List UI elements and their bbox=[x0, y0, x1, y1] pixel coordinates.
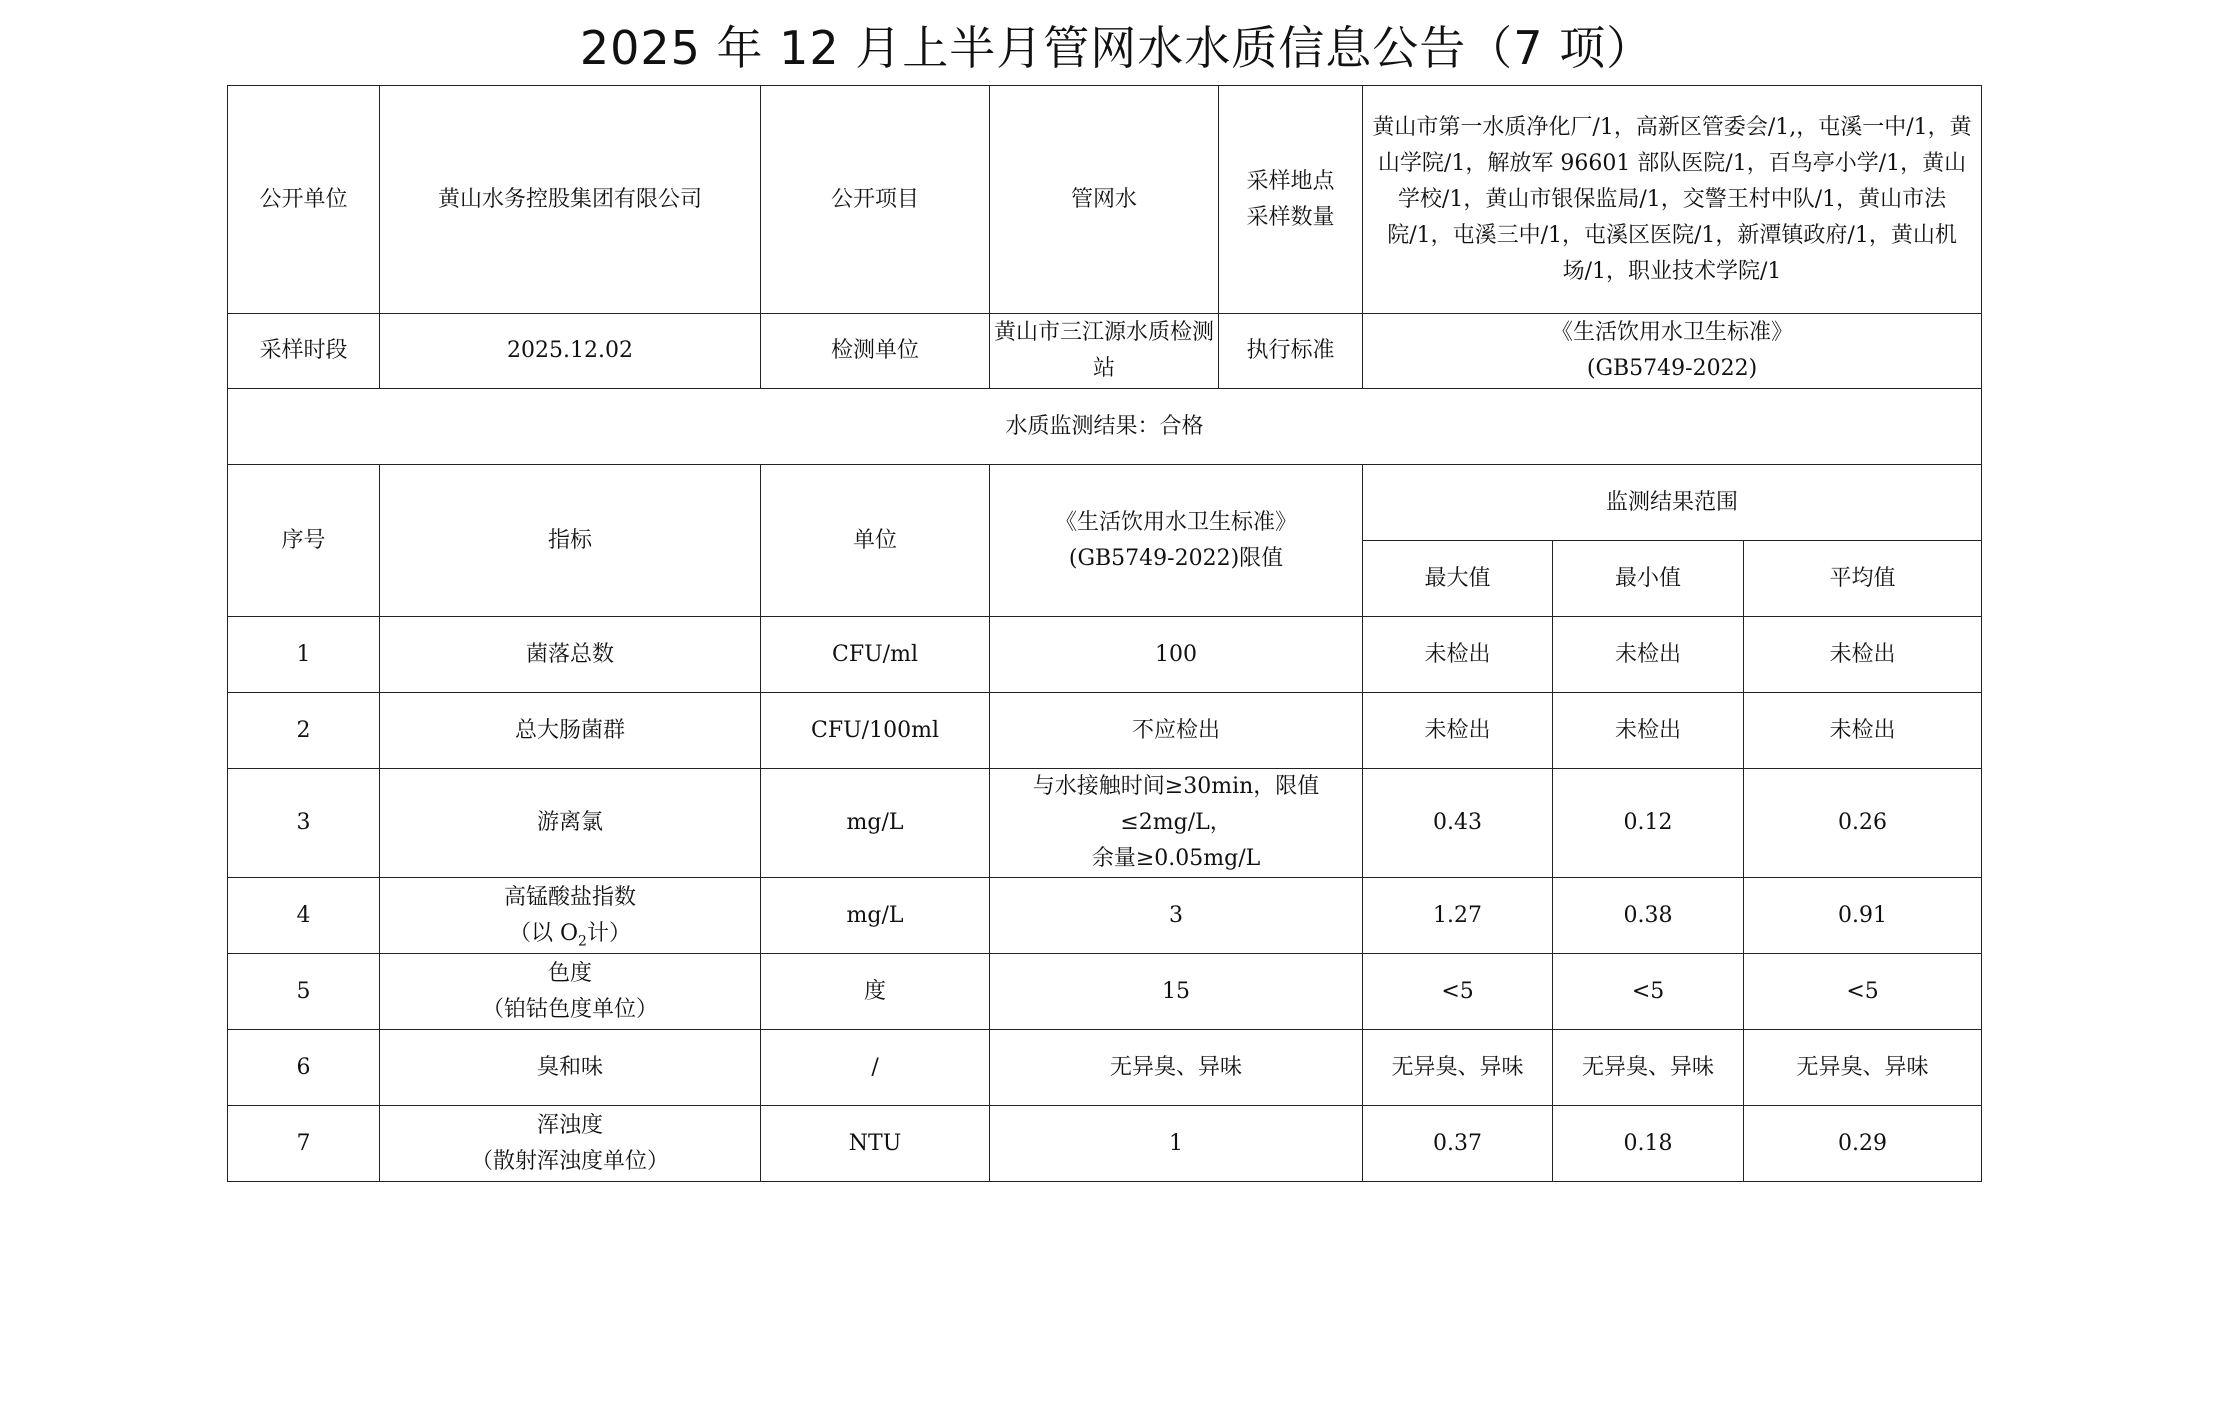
row-unit: mg/L bbox=[761, 878, 990, 954]
row-limit: 15 bbox=[990, 954, 1363, 1030]
row-max: 0.37 bbox=[1363, 1106, 1553, 1182]
indicator-part-a: （以 O bbox=[509, 920, 579, 946]
row-no: 2 bbox=[228, 693, 380, 769]
publisher-value: 黄山水务控股集团有限公司 bbox=[380, 86, 761, 314]
row-indicator bbox=[380, 878, 761, 954]
row-indicator: 臭和味 bbox=[380, 1030, 761, 1106]
table-row bbox=[228, 954, 1982, 1030]
row-avg: 未检出 bbox=[1744, 617, 1982, 693]
row-avg: 0.29 bbox=[1744, 1106, 1982, 1182]
row-limit bbox=[990, 769, 1363, 878]
header-limit-line-1: 《生活饮用水卫生标准》 bbox=[1055, 509, 1298, 535]
row-indicator-line-1: 浑浊度 bbox=[537, 1112, 604, 1138]
row-max: 无异臭、异味 bbox=[1363, 1030, 1553, 1106]
row-unit: / bbox=[761, 1030, 990, 1106]
row-min: <5 bbox=[1553, 954, 1744, 1030]
header-limit bbox=[990, 465, 1363, 617]
row-limit-line-2: 余量≥0.05mg/L bbox=[1091, 846, 1261, 871]
header-range: 监测结果范围 bbox=[1363, 465, 1982, 541]
row-indicator: 总大肠菌群 bbox=[380, 693, 761, 769]
header-row-1 bbox=[228, 465, 1982, 541]
row-indicator-line-1: 色度 bbox=[548, 960, 593, 986]
row-indicator: 菌落总数 bbox=[380, 617, 761, 693]
page-title: 2025 年 12 月上半月管网水水质信息公告（7 项） bbox=[579, 21, 1654, 75]
header-max: 最大值 bbox=[1363, 541, 1553, 617]
date-value: 2025.12.02 bbox=[380, 314, 761, 389]
row-indicator-line-2: （铂钴色度单位） bbox=[482, 996, 659, 1022]
row-unit: 度 bbox=[761, 954, 990, 1030]
table-row bbox=[228, 1106, 1982, 1182]
row-limit: 不应检出 bbox=[990, 693, 1363, 769]
result-row bbox=[228, 389, 1982, 465]
header-min: 最小值 bbox=[1553, 541, 1744, 617]
row-unit: mg/L bbox=[761, 769, 990, 878]
lab-value: 黄山市三江源水质检测站 bbox=[990, 314, 1219, 389]
row-unit: CFU/ml bbox=[761, 617, 990, 693]
overall-result: 水质监测结果：合格 bbox=[228, 389, 1982, 465]
table-row bbox=[228, 878, 1982, 954]
row-indicator bbox=[380, 1106, 761, 1182]
header-unit: 单位 bbox=[761, 465, 990, 617]
row-indicator bbox=[380, 954, 761, 1030]
standard-label: 执行标准 bbox=[1219, 314, 1363, 389]
row-min: 0.38 bbox=[1553, 878, 1744, 954]
row-min: 0.12 bbox=[1553, 769, 1744, 878]
row-avg: 0.91 bbox=[1744, 878, 1982, 954]
header-limit-line-2: (GB5749-2022)限值 bbox=[1068, 545, 1284, 571]
row-no: 5 bbox=[228, 954, 380, 1030]
row-max: <5 bbox=[1363, 954, 1553, 1030]
table-row bbox=[228, 769, 1982, 878]
row-max: 未检出 bbox=[1363, 693, 1553, 769]
publisher-label: 公开单位 bbox=[228, 86, 380, 314]
row-no: 7 bbox=[228, 1106, 380, 1182]
sites-label-line-2: 采样数量 bbox=[1246, 204, 1335, 230]
row-indicator-line-2 bbox=[384, 916, 756, 952]
row-limit-line-1: 与水接触时间≥30min，限值≤2mg/L， bbox=[1032, 774, 1320, 835]
sites-label-line-1: 采样地点 bbox=[1246, 168, 1335, 194]
standard-line-2: (GB5749-2022) bbox=[1586, 356, 1758, 381]
row-no: 1 bbox=[228, 617, 380, 693]
sites-label bbox=[1219, 86, 1363, 314]
lab-label: 检测单位 bbox=[761, 314, 990, 389]
row-limit: 100 bbox=[990, 617, 1363, 693]
info-row-date bbox=[228, 314, 1982, 389]
item-label: 公开项目 bbox=[761, 86, 990, 314]
row-limit: 3 bbox=[990, 878, 1363, 954]
standard-value bbox=[1363, 314, 1982, 389]
row-indicator: 游离氯 bbox=[380, 769, 761, 878]
header-no: 序号 bbox=[228, 465, 380, 617]
row-limit: 无异臭、异味 bbox=[990, 1030, 1363, 1106]
info-row-publisher bbox=[228, 86, 1982, 314]
row-avg: 0.26 bbox=[1744, 769, 1982, 878]
row-min: 无异臭、异味 bbox=[1553, 1030, 1744, 1106]
header-avg: 平均值 bbox=[1744, 541, 1982, 617]
header-indicator: 指标 bbox=[380, 465, 761, 617]
indicator-part-b: 计） bbox=[586, 920, 631, 946]
row-indicator-line-1: 高锰酸盐指数 bbox=[504, 884, 637, 910]
row-no: 3 bbox=[228, 769, 380, 878]
water-quality-table bbox=[227, 85, 1982, 1182]
indicator-subscript: 2 bbox=[578, 932, 587, 949]
row-unit: CFU/100ml bbox=[761, 693, 990, 769]
table-row bbox=[228, 1030, 1982, 1106]
table-row bbox=[228, 693, 1982, 769]
row-max: 0.43 bbox=[1363, 769, 1553, 878]
row-min: 未检出 bbox=[1553, 617, 1744, 693]
item-value: 管网水 bbox=[990, 86, 1219, 314]
row-unit: NTU bbox=[761, 1106, 990, 1182]
row-no: 6 bbox=[228, 1030, 380, 1106]
row-no: 4 bbox=[228, 878, 380, 954]
standard-line-1: 《生活饮用水卫生标准》 bbox=[1551, 320, 1794, 345]
row-avg: <5 bbox=[1744, 954, 1982, 1030]
row-limit: 1 bbox=[990, 1106, 1363, 1182]
row-avg: 未检出 bbox=[1744, 693, 1982, 769]
row-indicator-line-2: （散射浑浊度单位） bbox=[471, 1148, 670, 1174]
date-label: 采样时段 bbox=[228, 314, 380, 389]
sites-value: 黄山市第一水质净化厂/1，高新区管委会/1,，屯溪一中/1，黄山学院/1，解放军 96601 部队医院/1，百鸟亭小学/1，黄山学校/1，黄山市银保监局/1，交警王村中队/1，黄山市法院/1，屯溪三中/1，屯溪区医院/1，新潭镇政府/1，黄山机场/1，职业技术学院/1 bbox=[1363, 86, 1982, 314]
row-max: 未检出 bbox=[1363, 617, 1553, 693]
row-min: 未检出 bbox=[1553, 693, 1744, 769]
row-max: 1.27 bbox=[1363, 878, 1553, 954]
table-row bbox=[228, 617, 1982, 693]
row-min: 0.18 bbox=[1553, 1106, 1744, 1182]
row-avg: 无异臭、异味 bbox=[1744, 1030, 1982, 1106]
